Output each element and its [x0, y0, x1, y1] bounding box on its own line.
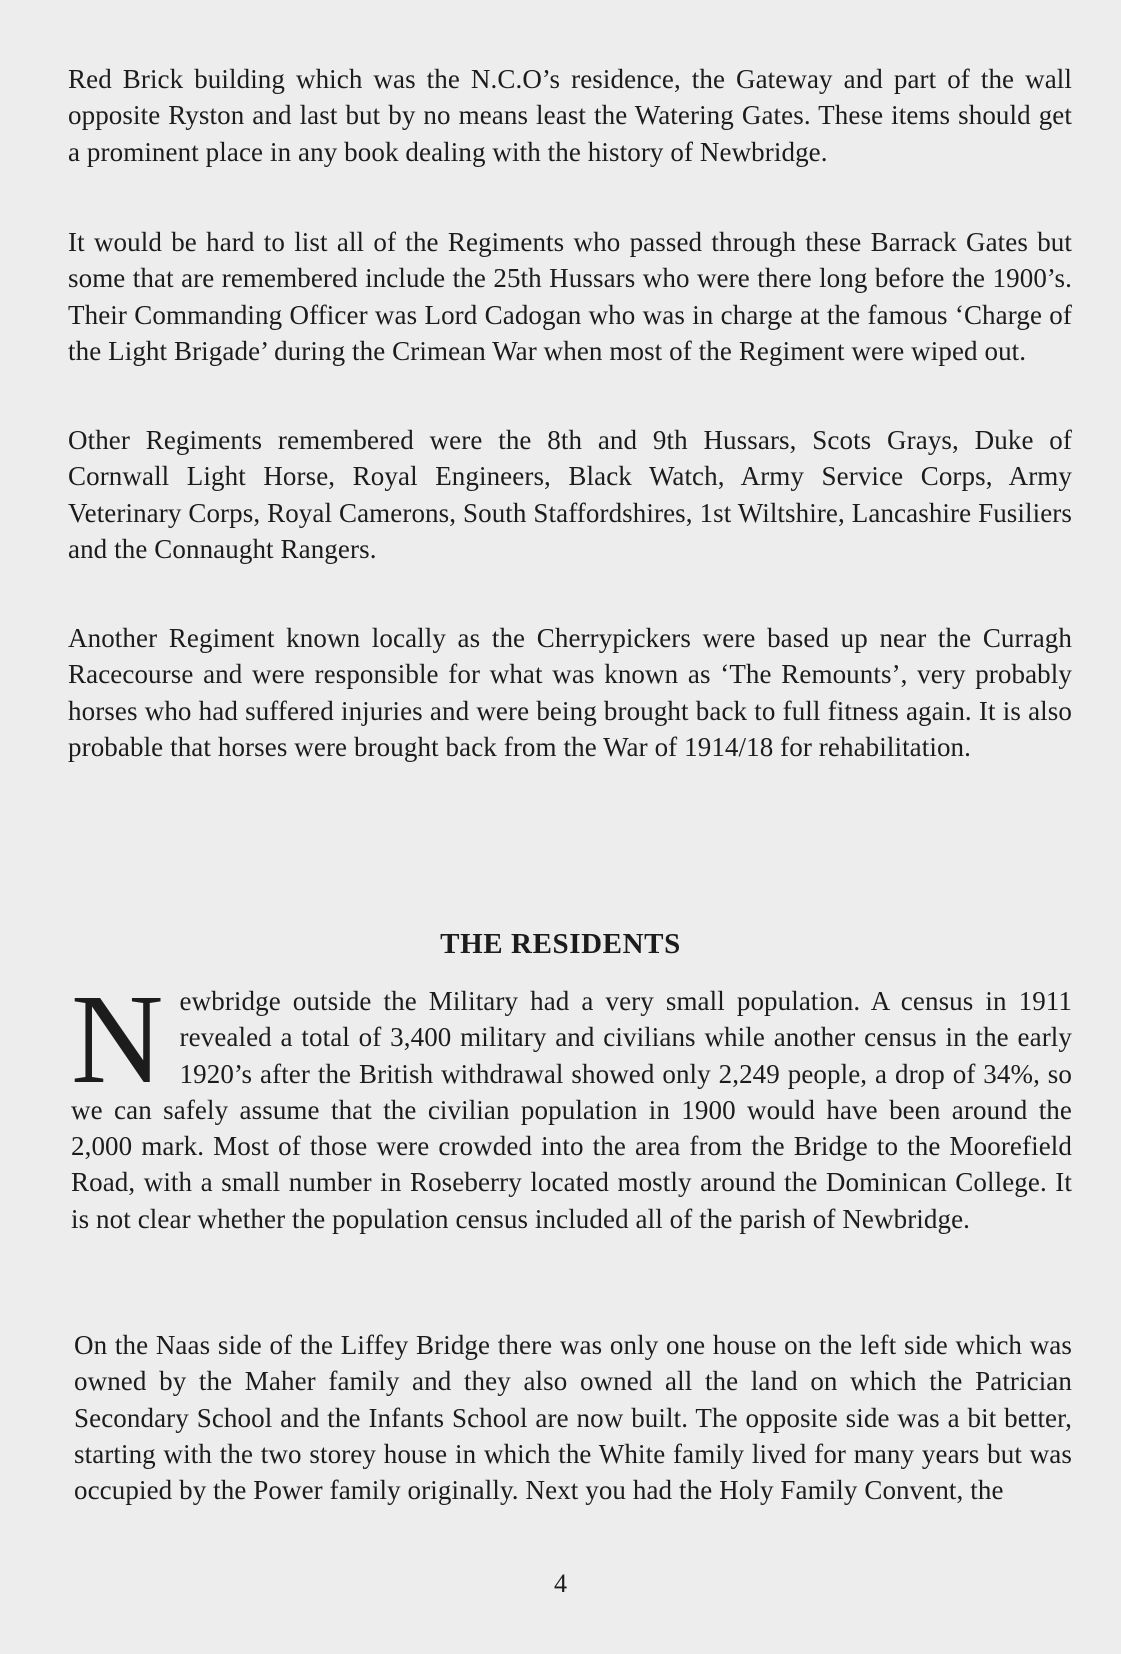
- paragraph-naas-side: On the Naas side of the Liffey Bridge there was only one house on the left side which was owned by the Maher family and they also owned all the land on which the Patrician Secondary School and the Infants School are now built. The opposite side was a bit better, starting with the two storey house in which the White family lived for many years but was occupied by the Power family originally. Next you had the Holy Family Convent, the: [74, 1330, 1072, 1506]
- section-heading: THE RESIDENTS: [440, 928, 681, 960]
- paragraph-residents-intro: [71, 968, 1072, 1237]
- drop-cap-letter: N: [71, 968, 164, 1110]
- paragraph-cherrypickers: Another Regiment known locally as the Cherrypickers were based up near the Curragh Racecourse and were responsible for what was known as ‘The Remounts’, very probably horses who had suffered injuries and were being brought back to full fitness again. It is also probable that horses were brought back from the War of 1914/18 for rehabilitation.: [68, 623, 1072, 762]
- page-number: 4: [554, 1569, 567, 1598]
- paragraph-gates: Red Brick building which was the N.C.O’s residence, the Gateway and part of the wall opposite Ryston and last but by no means least the Watering Gates. These items should get a prominent place in any book dealing with the history of Newbridge.: [68, 64, 1072, 167]
- paragraph-regiments: It would be hard to list all of the Regiments who passed through these Barrack Gates but some that are remembered include the 25th Hussars who were there long before the 1900’s. Their Commanding Officer was Lord Cadogan who was in charge at the famous ‘Charge of the Light Brigade’ during the Crimean War when most of the Regiment were wiped out.: [68, 227, 1072, 366]
- paragraph-other-regiments: Other Regiments remembered were the 8th and 9th Hussars, Scots Grays, Duke of Cornwall Light Horse, Royal Engineers, Black Watch, Army Service Corps, Army Veterinary Corps, Royal Camerons, South Staffordshires, 1st Wiltshire, Lancashire Fusiliers and the Connaught Rangers.: [68, 425, 1072, 564]
- paragraph-residents-intro-text: ewbridge outside the Military had a very small population. A census in 1911 revealed a total of 3,400 military and civilians while another census in the early 1920’s after the British withdrawal showed only 2,249 people, a drop of 34%, so we can safely assume that the civilian population in 1900 would have been around the 2,000 mark. Most of those were crowded into the area from the Bridge to the Moorefield Road, with a small number in Roseberry located mostly around the Dominican College. It is not clear whether the population census included all of the parish of Newbridge.: [71, 986, 1072, 1234]
